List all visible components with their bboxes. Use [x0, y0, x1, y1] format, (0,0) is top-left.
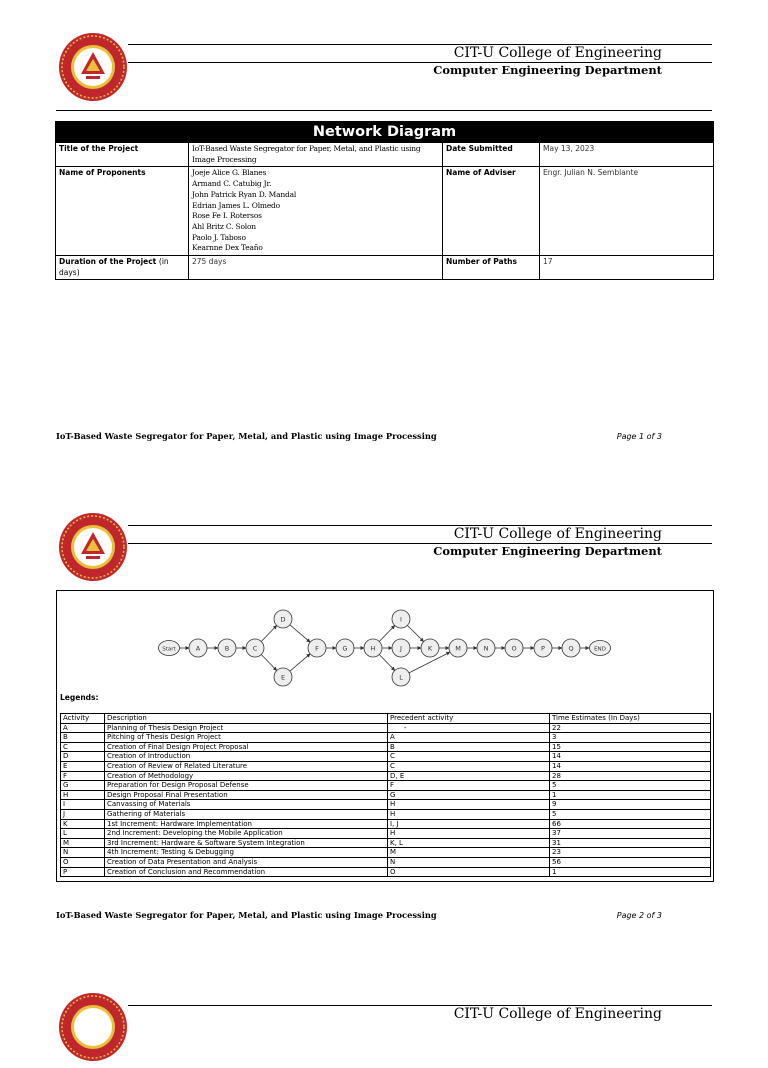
node-g — [336, 639, 354, 657]
node-p — [534, 639, 552, 657]
node-label: Start — [162, 646, 176, 653]
node-end — [590, 641, 611, 656]
node-d — [274, 610, 292, 628]
table-cell: G — [388, 790, 550, 800]
paths-value: 17 — [540, 256, 714, 280]
node-label: L — [399, 673, 403, 682]
table-row — [61, 838, 711, 848]
node-f — [308, 639, 326, 657]
proponent: Armand C. Catubig Jr. — [192, 179, 272, 189]
table-cell: Activity — [61, 714, 105, 724]
table-row — [61, 742, 711, 752]
table-cell: 37 — [550, 829, 711, 839]
node-label: G — [342, 644, 348, 653]
table-cell: Creation of Final Design Project Proposal — [105, 742, 388, 752]
activity-table — [60, 713, 711, 877]
proponent: Joeje Alice G. Blanes — [192, 168, 267, 178]
table-cell: 4th Increment: Testing & Debugging — [105, 848, 388, 858]
table-cell: C — [61, 742, 105, 752]
table-cell: B — [388, 742, 550, 752]
edge-I-K — [407, 625, 423, 641]
node-k — [421, 639, 439, 657]
table-cell: 1 — [550, 867, 711, 877]
college-name: CIT-U College of Engineering — [453, 45, 662, 61]
table-cell: C — [388, 752, 550, 762]
table-row — [61, 809, 711, 819]
table-cell: 23 — [550, 848, 711, 858]
table-cell: B — [61, 733, 105, 743]
node-label: K — [427, 644, 433, 653]
table-cell: 66 — [550, 819, 711, 829]
node-label: A — [195, 644, 201, 653]
date-value: May 13, 2023 — [540, 143, 714, 167]
adviser-label: Name of Adviser — [443, 167, 540, 256]
table-cell: H — [61, 790, 105, 800]
table-row — [61, 819, 711, 829]
table-cell: K — [61, 819, 105, 829]
table-cell: I — [61, 800, 105, 810]
table-cell: 14 — [550, 752, 711, 762]
node-j — [392, 639, 410, 657]
table-header-row — [61, 714, 711, 724]
table-row — [61, 867, 711, 877]
node-label: B — [224, 644, 230, 653]
page3-header — [0, 988, 768, 1068]
table-row — [61, 848, 711, 858]
table-cell: Creation of Methodology — [105, 771, 388, 781]
table-cell: N — [61, 848, 105, 858]
table-row — [61, 800, 711, 810]
network-diagram-banner: Network Diagram — [56, 122, 714, 143]
footer-project-title: IoT-Based Waste Segregator for Paper, Metal, and Plastic using Image Processing — [56, 431, 437, 441]
table-cell: F — [61, 771, 105, 781]
proponent: Edrian James L. Olmedo — [192, 200, 280, 210]
table-cell: J — [61, 809, 105, 819]
node-a — [189, 639, 207, 657]
date-label: Date Submitted — [443, 143, 540, 167]
duration-label — [56, 256, 189, 280]
table-cell: A — [61, 723, 105, 733]
table-cell: 22 — [550, 723, 711, 733]
table-row — [61, 771, 711, 781]
edge-C-D — [261, 625, 276, 641]
duration-label-text: Duration of the Project — [59, 257, 157, 267]
table-cell: A — [388, 733, 550, 743]
edge-C-E — [261, 654, 276, 670]
footer-project-title: IoT-Based Waste Segregator for Paper, Metal, and Plastic using Image Processing — [56, 910, 437, 920]
node-q — [562, 639, 580, 657]
edge-H-L — [379, 654, 394, 670]
table-cell: N — [388, 857, 550, 867]
node-m — [449, 639, 467, 657]
table-row — [61, 790, 711, 800]
node-start — [159, 641, 180, 656]
node-label: E — [280, 673, 286, 682]
node-label: P — [541, 644, 545, 653]
table-cell: Time Estimates (In Days) — [550, 714, 711, 724]
table-cell: Canvassing of Materials — [105, 800, 388, 810]
proponent: Ahl Britz C. Solon — [192, 221, 256, 231]
edge-D-F — [290, 625, 310, 642]
node-label: O — [511, 644, 517, 653]
node-b — [218, 639, 236, 657]
table-cell: 1 — [550, 790, 711, 800]
node-label: END — [594, 646, 606, 653]
proponents-label: Name of Proponents — [56, 167, 189, 256]
proponent: Kearnne Dex Teaño — [192, 243, 263, 253]
table-cell: L — [61, 829, 105, 839]
table-cell: 2nd Increment: Developing the Mobile Application — [105, 829, 388, 839]
department-name: Computer Engineering Department — [433, 63, 662, 77]
node-label: C — [252, 644, 258, 653]
node-o — [505, 639, 523, 657]
page2-header — [0, 508, 768, 588]
node-e — [274, 668, 292, 686]
node-label: M — [455, 644, 461, 653]
node-label: N — [483, 644, 489, 653]
table-cell: 3 — [550, 733, 711, 743]
table-cell: Creation of Introduction — [105, 752, 388, 762]
table-cell: Precedent activity — [388, 714, 550, 724]
page1-header — [0, 28, 768, 108]
table-cell: - — [388, 723, 550, 733]
table-cell: Creation of Review of Related Literature — [105, 761, 388, 771]
table-row — [61, 733, 711, 743]
title-label: Title of the Project — [56, 143, 189, 167]
node-label: I — [400, 615, 402, 624]
table-cell: P — [61, 867, 105, 877]
table-cell: I, J — [388, 819, 550, 829]
table-cell: O — [388, 867, 550, 877]
proponent: Rose Fe I. Rotersos — [192, 211, 262, 221]
node-label: F — [315, 644, 319, 653]
table-cell: H — [388, 800, 550, 810]
cit-seal-icon — [58, 32, 128, 102]
table-cell: H — [388, 809, 550, 819]
footer-page-number: Page 1 of 3 — [616, 432, 662, 441]
table-cell: 14 — [550, 761, 711, 771]
table-cell: Design Proposal Final Presentation — [105, 790, 388, 800]
table-cell: E — [61, 761, 105, 771]
table-cell: G — [61, 781, 105, 791]
college-name: CIT-U College of Engineering — [453, 526, 662, 542]
table-cell: F — [388, 781, 550, 791]
paths-label: Number of Paths — [443, 256, 540, 280]
duration-unit: (in days) — [59, 257, 169, 277]
table-cell: O — [61, 857, 105, 867]
table-cell: M — [61, 838, 105, 848]
table-cell: Creation of Conclusion and Recommendation — [105, 867, 388, 877]
table-cell: D, E — [388, 771, 550, 781]
proponent: John Patrick Ryan D. Mandal — [192, 189, 297, 199]
table-row — [61, 752, 711, 762]
table-cell: 5 — [550, 809, 711, 819]
node-n — [477, 639, 495, 657]
table-cell: D — [61, 752, 105, 762]
table-cell: Pitching of Thesis Design Project — [105, 733, 388, 743]
node-h — [364, 639, 382, 657]
table-row — [61, 761, 711, 771]
table-cell: Creation of Data Presentation and Analysis — [105, 857, 388, 867]
table-cell: C — [388, 761, 550, 771]
table-cell: Preparation for Design Proposal Defense — [105, 781, 388, 791]
node-i — [392, 610, 410, 628]
network-diagram-box — [56, 590, 714, 882]
table-cell: Gathering of Materials — [105, 809, 388, 819]
edge-H-I — [379, 625, 394, 641]
footer-page-number: Page 2 of 3 — [616, 911, 662, 920]
header-divider — [56, 110, 712, 111]
table-row — [61, 857, 711, 867]
table-cell: 28 — [550, 771, 711, 781]
department-name: Computer Engineering Department — [433, 544, 662, 558]
table-cell: Planning of Thesis Design Project — [105, 723, 388, 733]
table-cell: K, L — [388, 838, 550, 848]
table-cell: 31 — [550, 838, 711, 848]
proponents-list — [189, 167, 443, 256]
title-value: IoT-Based Waste Segregator for Paper, Metal, and Plastic using Image Processing — [189, 143, 443, 167]
cit-seal-icon — [58, 992, 128, 1062]
project-info-table — [55, 121, 714, 280]
table-row — [61, 829, 711, 839]
node-label: H — [370, 644, 376, 653]
cit-seal-icon — [58, 512, 128, 582]
node-label: D — [280, 615, 286, 624]
table-cell: 1st Increment: Hardware Implementation — [105, 819, 388, 829]
table-row — [61, 781, 711, 791]
table-cell: Description — [105, 714, 388, 724]
network-diagram — [57, 591, 713, 691]
college-name: CIT-U College of Engineering — [453, 1006, 662, 1022]
edge-E-F — [290, 654, 310, 671]
adviser-value: Engr. Julian N. Semblante — [540, 167, 714, 256]
node-label: J — [400, 644, 402, 653]
proponent: Paolo J. Taboso — [192, 232, 246, 242]
table-cell: 56 — [550, 857, 711, 867]
table-cell: H — [388, 829, 550, 839]
table-cell: M — [388, 848, 550, 858]
table-cell: 3rd Increment: Hardware & Software System Integration — [105, 838, 388, 848]
node-c — [246, 639, 264, 657]
table-cell: 15 — [550, 742, 711, 752]
duration-value: 275 days — [189, 256, 443, 280]
table-row — [61, 723, 711, 733]
node-l — [392, 668, 410, 686]
table-cell: 9 — [550, 800, 711, 810]
legends-label: Legends: — [60, 693, 99, 702]
node-label: Q — [568, 644, 574, 653]
table-cell: 5 — [550, 781, 711, 791]
